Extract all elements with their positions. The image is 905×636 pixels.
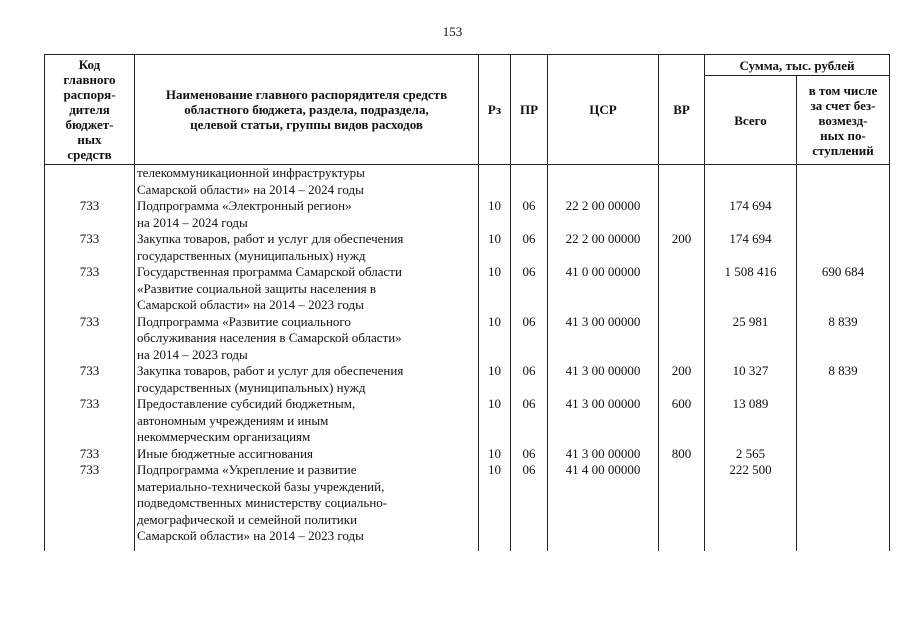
cell-incl <box>797 165 890 199</box>
cell-csr: 41 3 00 00000 <box>548 314 659 364</box>
table-row <box>45 446 890 463</box>
cell-rz: 10 <box>479 446 511 463</box>
cell-incl: 8 839 <box>797 363 890 396</box>
cell-vr: 200 <box>659 363 705 396</box>
cell-csr: 41 3 00 00000 <box>548 446 659 463</box>
header-sum-group: Сумма, тыс. рублей <box>705 55 890 76</box>
cell-pr: 06 <box>511 462 548 551</box>
cell-name: Государственная программа Самарской области «Развитие социальной защиты населения в Самарской области» на 2014 – 2023 годы <box>135 264 479 314</box>
cell-csr: 41 3 00 00000 <box>548 396 659 446</box>
cell-incl: 8 839 <box>797 314 890 364</box>
table-row <box>45 231 890 264</box>
cell-code: 733 <box>45 198 135 231</box>
cell-rz: 10 <box>479 231 511 264</box>
cell-code: 733 <box>45 462 135 551</box>
cell-pr: 06 <box>511 198 548 231</box>
cell-vr <box>659 198 705 231</box>
cell-pr: 06 <box>511 446 548 463</box>
cell-rz: 10 <box>479 462 511 551</box>
cell-total: 1 508 416 <box>705 264 797 314</box>
cell-total: 174 694 <box>705 198 797 231</box>
cell-csr: 22 2 00 00000 <box>548 231 659 264</box>
table-row <box>45 165 890 199</box>
cell-name: Подпрограмма «Развитие социального обслуживания населения в Самарской области» на 2014 – 2023 годы <box>135 314 479 364</box>
cell-rz <box>479 165 511 199</box>
cell-rz: 10 <box>479 198 511 231</box>
cell-code: 733 <box>45 264 135 314</box>
cell-csr: 41 0 00 00000 <box>548 264 659 314</box>
cell-rz: 10 <box>479 264 511 314</box>
page-number: 153 <box>442 24 463 39</box>
cell-incl <box>797 231 890 264</box>
cell-vr: 200 <box>659 231 705 264</box>
cell-incl <box>797 462 890 551</box>
cell-code: 733 <box>45 446 135 463</box>
cell-pr: 06 <box>511 396 548 446</box>
cell-total: 2 565 <box>705 446 797 463</box>
cell-incl <box>797 198 890 231</box>
table-row <box>45 363 890 396</box>
cell-csr <box>548 165 659 199</box>
cell-rz: 10 <box>479 363 511 396</box>
cell-vr: 600 <box>659 396 705 446</box>
cell-name: Подпрограмма «Электронный регион» на 2014 – 2024 годы <box>135 198 479 231</box>
cell-total <box>705 165 797 199</box>
cell-name: Закупка товаров, работ и услуг для обеспечения государственных (муниципальных) нужд <box>135 231 479 264</box>
cell-name: Закупка товаров, работ и услуг для обеспечения государственных (муниципальных) нужд <box>135 363 479 396</box>
cell-vr <box>659 264 705 314</box>
cell-vr <box>659 165 705 199</box>
cell-vr <box>659 462 705 551</box>
cell-code: 733 <box>45 396 135 446</box>
cell-pr: 06 <box>511 231 548 264</box>
header-pr: ПР <box>511 55 548 165</box>
cell-csr: 41 3 00 00000 <box>548 363 659 396</box>
cell-total: 25 981 <box>705 314 797 364</box>
table-row <box>45 314 890 364</box>
cell-incl <box>797 396 890 446</box>
table-row <box>45 264 890 314</box>
cell-name: Предоставление субсидий бюджетным, автономным учреждениям и иным некоммерческим организациям <box>135 396 479 446</box>
header-rz: Рз <box>479 55 511 165</box>
header-name: Наименование главного распорядителя средств областного бюджета, раздела, подраздела, целевой статьи, группы видов расходов <box>135 55 479 165</box>
table-row <box>45 396 890 446</box>
table-row <box>45 198 890 231</box>
header-vr: ВР <box>659 55 705 165</box>
cell-vr <box>659 314 705 364</box>
cell-code: 733 <box>45 231 135 264</box>
cell-name: Подпрограмма «Укрепление и развитие материально-технической базы учреждений, подведомственных министерству социально- демографической и семейной политики Самарской области» на 2014 – 2023 годы <box>135 462 479 551</box>
cell-incl: 690 684 <box>797 264 890 314</box>
cell-pr: 06 <box>511 363 548 396</box>
header-incl: в том числе за счет без- возмезд- ных по- ступлений <box>797 76 890 165</box>
cell-incl <box>797 446 890 463</box>
cell-pr <box>511 165 548 199</box>
cell-total: 222 500 <box>705 462 797 551</box>
header-code: Код главного распоря- дителя бюджет- ных средств <box>45 55 135 165</box>
cell-rz: 10 <box>479 314 511 364</box>
cell-total: 174 694 <box>705 231 797 264</box>
cell-csr: 41 4 00 00000 <box>548 462 659 551</box>
header-total: Всего <box>705 76 797 165</box>
cell-vr: 800 <box>659 446 705 463</box>
cell-total: 13 089 <box>705 396 797 446</box>
cell-name: телекоммуникационной инфраструктуры Самарской области» на 2014 – 2024 годы <box>135 165 479 199</box>
cell-name: Иные бюджетные ассигнования <box>135 446 479 463</box>
table-row <box>45 462 890 551</box>
cell-pr: 06 <box>511 314 548 364</box>
cell-total: 10 327 <box>705 363 797 396</box>
table-header <box>45 55 890 165</box>
cell-csr: 22 2 00 00000 <box>548 198 659 231</box>
table-body <box>45 165 890 551</box>
cell-code: 733 <box>45 363 135 396</box>
cell-rz: 10 <box>479 396 511 446</box>
header-csr: ЦСР <box>548 55 659 165</box>
cell-code: 733 <box>45 314 135 364</box>
budget-table <box>44 54 890 551</box>
cell-pr: 06 <box>511 264 548 314</box>
cell-code <box>45 165 135 199</box>
